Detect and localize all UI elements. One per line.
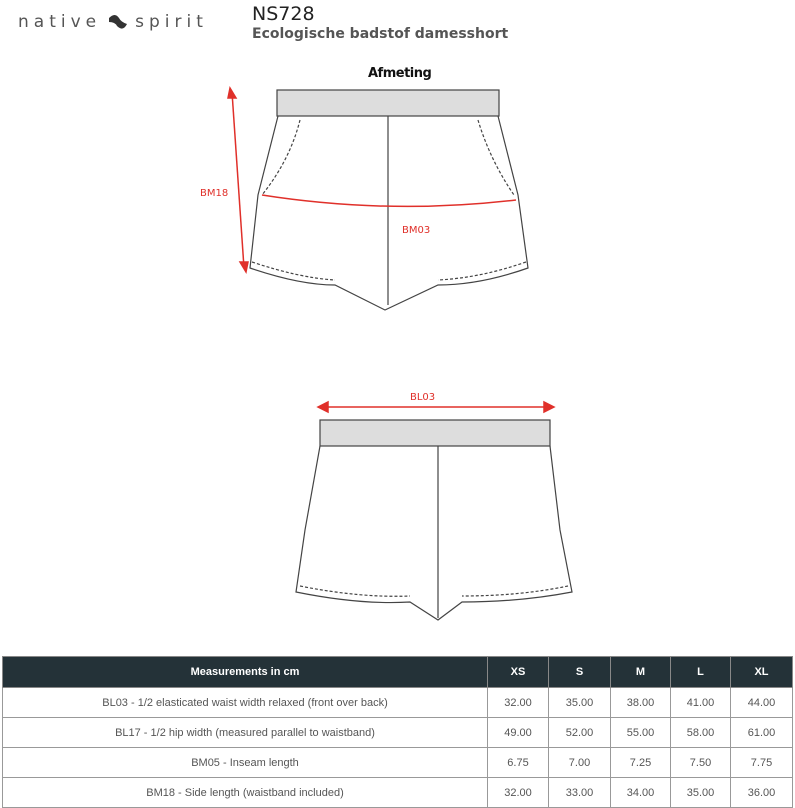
header-size: L (671, 657, 731, 688)
brand-left: native (18, 12, 102, 32)
cell-value: 6.75 (488, 748, 549, 778)
measure-lines (228, 88, 554, 412)
cell-value: 35.00 (549, 688, 611, 718)
header-size: M (611, 657, 671, 688)
header-size: XS (488, 657, 549, 688)
brand-right: spirit (135, 12, 208, 32)
cell-value: 49.00 (488, 718, 549, 748)
back-view (296, 420, 572, 620)
cell-value: 34.00 (611, 778, 671, 808)
header-size: XL (731, 657, 793, 688)
label-side-length: BM18 (200, 188, 229, 199)
cell-value: 38.00 (611, 688, 671, 718)
table-row (3, 718, 793, 748)
label-hip: BM03 (402, 225, 431, 236)
row-label: BL17 - 1/2 hip width (measured parallel to waistband) (3, 718, 488, 748)
table-row (3, 748, 793, 778)
cell-value: 55.00 (611, 718, 671, 748)
product-name: Ecologische badstof damesshort (252, 26, 509, 42)
cell-value: 7.25 (611, 748, 671, 778)
row-label: BM05 - Inseam length (3, 748, 488, 778)
cell-value: 36.00 (731, 778, 793, 808)
header-size: S (549, 657, 611, 688)
cell-value: 7.50 (671, 748, 731, 778)
cell-value: 35.00 (671, 778, 731, 808)
table-row (3, 778, 793, 808)
cell-value: 7.00 (549, 748, 611, 778)
cell-value: 32.00 (488, 688, 549, 718)
header-measurements: Measurements in cm (3, 657, 488, 688)
cell-value: 33.00 (549, 778, 611, 808)
cell-value: 58.00 (671, 718, 731, 748)
product-code: NS728 (252, 3, 315, 25)
label-waist: BL03 (410, 392, 436, 403)
cell-value: 41.00 (671, 688, 731, 718)
cell-value: 7.75 (731, 748, 793, 778)
front-view (250, 90, 528, 310)
section-title: Afmeting (368, 66, 432, 81)
row-label: BM18 - Side length (waistband included) (3, 778, 488, 808)
table-row (3, 688, 793, 718)
cell-value: 61.00 (731, 718, 793, 748)
row-label: BL03 - 1/2 elasticated waist width relaxed (front over back) (3, 688, 488, 718)
measurements-table (2, 656, 793, 808)
cell-value: 52.00 (549, 718, 611, 748)
cell-value: 44.00 (731, 688, 793, 718)
cell-value: 32.00 (488, 778, 549, 808)
